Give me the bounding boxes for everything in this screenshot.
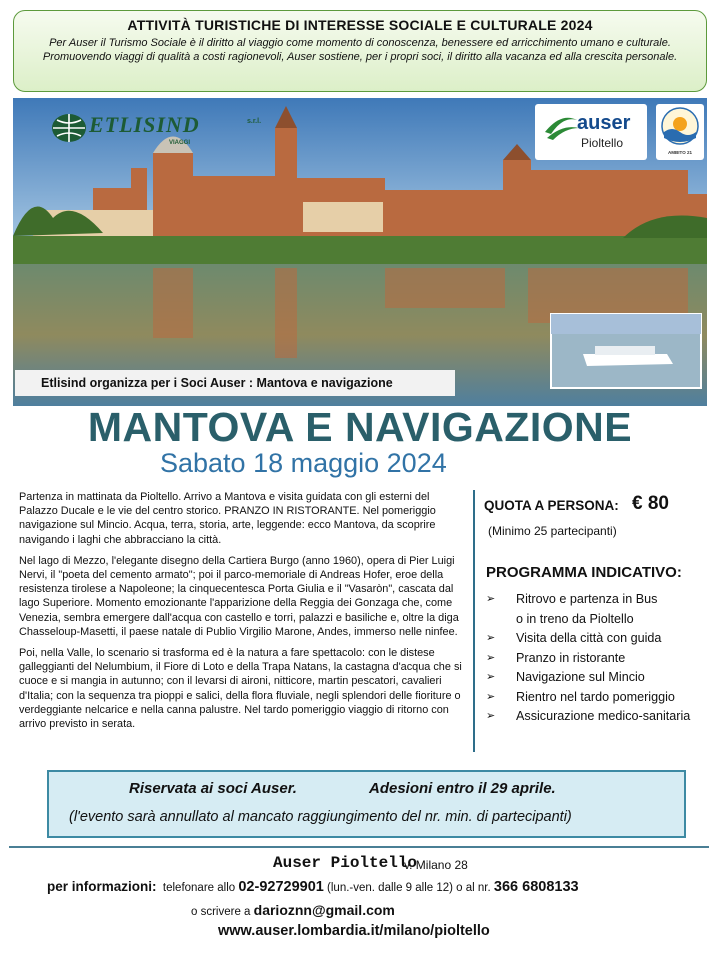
notice-reserved: Riservata ai soci Auser.: [129, 780, 297, 797]
auser-city: Pioltello: [581, 136, 624, 150]
program-title: PROGRAMMA INDICATIVO:: [486, 564, 682, 581]
header-description: Per Auser il Turismo Sociale è il diritto al viaggio come momento di conoscenza, benessere ed arricchimento umano e culturale. Promuovendo viaggi di qualità a costi ragionevoli, Auser sostiene, per i propri soci, il diritto alla vacanza ed alla crescita personale.: [42, 37, 678, 63]
footer-divider: [9, 846, 709, 848]
contact-org: Auser Pioltello: [273, 854, 418, 872]
notice-deadline: Adesioni entro il 29 aprile.: [369, 780, 556, 797]
globe-icon: [51, 110, 87, 146]
list-item: ➢ Assicurazione medico-sanitaria: [486, 707, 716, 727]
list-item: ➢ Ritrovo e partenza in Bus: [486, 590, 716, 610]
phone-hours: (lun.-ven. dalle 9 alle 12) o al nr.: [327, 882, 491, 894]
phone-prefix: telefonare allo: [162, 882, 236, 894]
ambito-badge-logo: [656, 104, 704, 160]
description-paragraph: Partenza in mattinata da Pioltello. Arrivo a Mantova e visita guidata con gli esterni del Palazzo Ducale e le vie del centro storico. PRANZO IN RISTORANTE. Nel pomeriggio navigazione sul Mincio. Acqua, terra, storia, arte, leggende: ecco Mantova, da scoprire navigando i laghi che abbracciano la città.: [19, 491, 436, 546]
column-divider: [473, 490, 475, 752]
list-item: ➢ Pranzo in ristorante: [486, 649, 716, 669]
auser-name: auser: [577, 112, 631, 134]
phone-number-2[interactable]: 366 6808133: [493, 879, 579, 895]
header-banner: [13, 10, 707, 92]
email-link[interactable]: darioznn@gmail.com: [253, 902, 395, 918]
event-date: Sabato 18 maggio 2024: [160, 448, 447, 478]
hero-photo: [13, 98, 707, 406]
info-label: per informazioni:: [47, 879, 157, 894]
description-column: [19, 490, 471, 738]
auser-swoosh-icon: [541, 110, 581, 144]
auser-logo: [535, 104, 647, 160]
etlisind-suffix: s.r.l.: [247, 118, 262, 125]
contact-address: v. Milano 28: [404, 858, 468, 872]
phone-number-1[interactable]: 02-92729901: [238, 879, 324, 895]
arrow-bullet-icon: ➢: [486, 710, 496, 722]
email-prefix: o scrivere a: [191, 906, 251, 918]
arrow-bullet-icon: ➢: [486, 690, 496, 703]
website-link[interactable]: www.auser.lombardia.it/milano/pioltello: [218, 923, 490, 939]
main-title: MANTOVA E NAVIGAZIONE: [87, 404, 633, 450]
etlisind-logo: [51, 112, 262, 154]
arrow-bullet-icon: ➢: [486, 671, 496, 683]
description-paragraph: Nel lago di Mezzo, l'elegante disegno della Cartiera Burgo (anno 1960), opera di Pier Luigi Nervi, il "poeta del cemento armato"; poi il parco-memoriale di Andreas Hofer, eroe della resistenza tirolese a Napoleone; la cinquecentesca Porta Giulia e il "Vasaròn", cascata dal lago Superiore. Momento emozionante l'apparizione della Reggia dei Gonzaga che, come Venezia, sembra emergere dall'acqua con castello e torri, palazzi e basiliche e, oltre la diga Chasseloup-Masetti, il paese natale di Publio Virgilio Marone, Andes, immerso nelle ninfee.: [19, 554, 459, 638]
list-item: ➢ Visita della città con guida: [486, 629, 716, 649]
notice-cancellation: (l'evento sarà annullato al mancato raggiungimento del nr. min. di partecipanti): [69, 809, 572, 825]
list-item: o in treno da Pioltello: [516, 611, 634, 626]
list-item: ➢ Navigazione sul Mincio: [486, 668, 716, 688]
list-item: ➢ Rientro nel tardo pomeriggio: [486, 688, 716, 708]
quota-price: € 80: [632, 493, 669, 514]
quota-minimum: (Minimo 25 partecipanti): [488, 524, 617, 538]
etlisind-subtitle: VIAGGI: [169, 140, 191, 146]
etlisind-name: ETLISIND: [89, 112, 200, 137]
notice-box: [47, 770, 686, 838]
quota-label: QUOTA A PERSONA:: [484, 498, 619, 513]
email-row: [191, 902, 395, 918]
badge-text: AMBITO 21: [668, 150, 692, 155]
arrow-bullet-icon: ➢: [486, 593, 496, 605]
info-row: [47, 879, 579, 895]
arrow-bullet-icon: ➢: [486, 651, 496, 664]
description-paragraph: Poi, nella Valle, lo scenario si trasforma ed è la natura a fare spettacolo: con le distese galleggianti del Nelumbium, il Fiore di Loto e della Trapa Natans, la castagna d'acqua che si cuoce e si mangia in autunno; con il levarsi di aironi, nitticore, martin pescatori, cavalieri d'Italia; con la sequenza tra pioppi e salici, della flora fluviale, negli splendori delle fioriture o verdeggiante nelcarice e nella canna palustre. Nel tardo pomeriggio viaggio di ritorno con arrivo previsto in serata.: [19, 647, 462, 731]
header-title: ATTIVITÀ TURISTICHE DI INTERESSE SOCIALE E CULTURALE 2024: [127, 17, 593, 33]
photo-caption: Etlisind organizza per i Soci Auser : Mantova e navigazione: [15, 370, 455, 396]
arrow-bullet-icon: ➢: [486, 632, 496, 644]
sun-sea-icon: [656, 104, 704, 150]
program-list: [486, 590, 716, 727]
